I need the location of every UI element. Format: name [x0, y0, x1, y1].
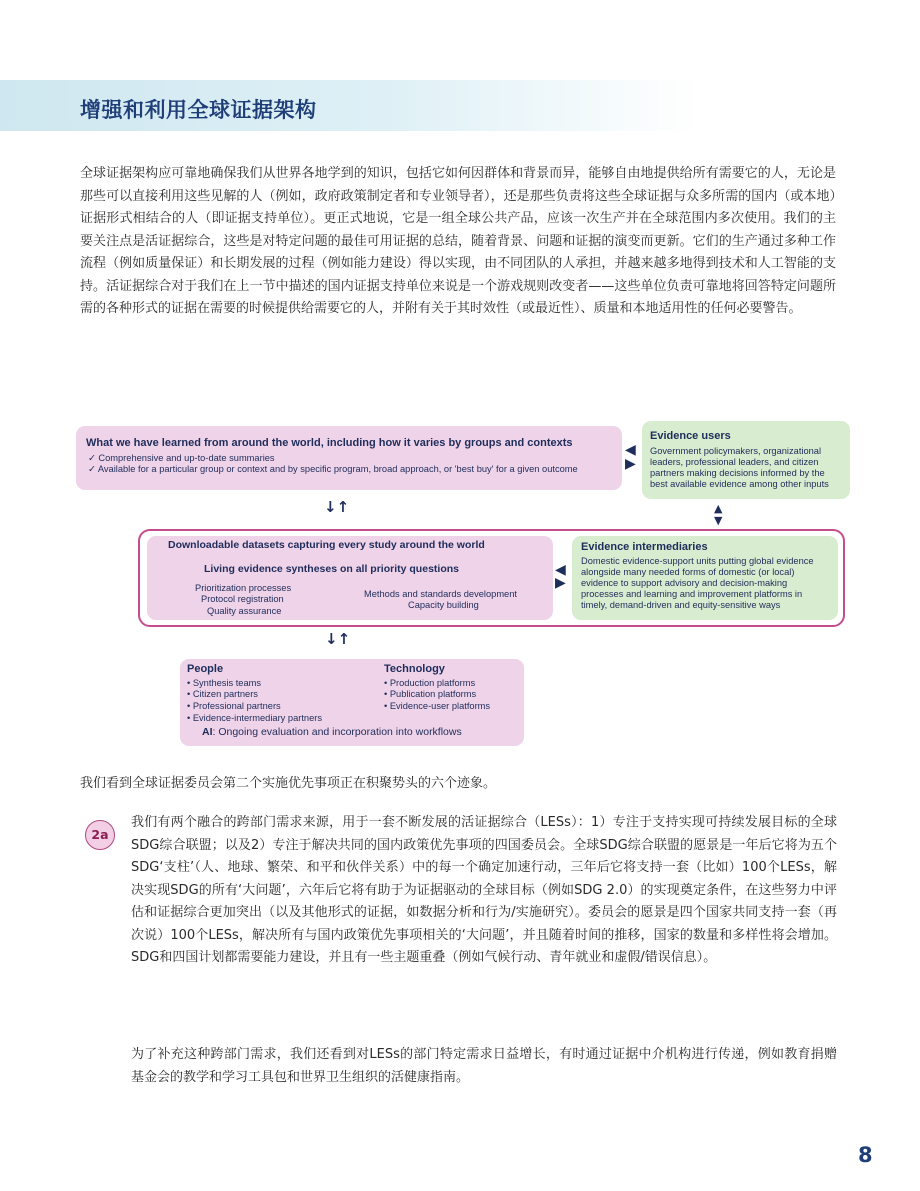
page-number: 8 — [858, 1143, 873, 1167]
process-item: Capacity building — [408, 600, 479, 610]
evidence-intermediaries-box — [572, 536, 838, 620]
arrow-down-icon: ▼ — [714, 514, 723, 527]
process-item: Prioritization processes — [195, 583, 292, 593]
evidence-users-box — [642, 421, 850, 499]
evidence-intermediaries-line: timely, demand-driven and equity-sensitive ways — [581, 600, 781, 610]
core-box — [147, 536, 553, 620]
title-banner — [0, 80, 700, 131]
ai-label: AI — [202, 726, 213, 738]
arrow-left-icon: ◀ — [555, 562, 566, 578]
people-technology-box — [180, 659, 524, 746]
technology-item: • Publication platforms — [384, 689, 477, 699]
learned-title: What we have learned from around the world, including how it varies by groups and contexts — [86, 437, 573, 449]
down-up-arrows-icon: ↓↑ — [324, 498, 350, 516]
learned-item: ✓ Available for a particular group or context and by specific program, broad approach, or 'best buy' for a given outcome — [88, 464, 578, 474]
evidence-users-line: best available evidence among other inputs — [650, 479, 829, 489]
process-item: Protocol registration — [201, 594, 284, 604]
evidence-intermediaries-line: alongside many needed forms of domestic (or local) — [581, 567, 795, 577]
learned-item: ✓ Comprehensive and up-to-date summaries — [88, 453, 275, 463]
technology-title: Technology — [384, 663, 445, 675]
item-2a-paragraph: 我们有两个融合的跨部门需求来源，用于一套不断发展的活证据综合（LESs）：1）专注于支持实现可持续发展目标的全球SDG综合联盟；以及2）专注于解决共同的国内政策优先事项的四国委员会。全球SDG综合联盟的愿景是一年后它将为五个SDG‘支柱’（人、地球、繁荣、和平和伙伴关系）中的每一个确定加速行动，三年后它将支持一套（比如）100个LESs，解决实现SDG的所有‘大问题’，六年后它将有助于为证据驱动的全球目标（例如SDG 2.0）的实现奠定条件，在这些努力中评估和证据综合更加突出（以及其他形式的证据，如数据分析和行为/实施研究）。委员会的愿景是四个国家共同支持一套（再次说）100个LESs，解决所有与国内政策优先事项相关的‘大问题’，并且随着时间的推移，国家的数量和多样性将会增加。SDG和四国计划都需要能力建设，并且有一些主题重叠（例如气候行动、青年就业和虚假/错误信息）。 — [131, 815, 837, 965]
ai-line — [202, 727, 462, 738]
process-item: Quality assurance — [207, 606, 282, 616]
item-2a-followup-paragraph: 为了补充这种跨部门需求，我们还看到对LESs的部门特定需求日益增长，有时通过证据中介机构进行传递，例如教育捐赠基金会的教学和学习工具包和世界卫生组织的活健康指南。 — [131, 1047, 837, 1085]
evidence-intermediaries-title: Evidence intermediaries — [581, 541, 708, 553]
process-item: Methods and standards development — [364, 589, 517, 599]
signs-paragraph: 我们看到全球证据委员会第二个实施优先事项正在积聚势头的六个迹象。 — [80, 776, 497, 791]
down-up-arrows-icon: ↓↑ — [325, 630, 351, 648]
arrow-up-icon: ▲ — [714, 502, 723, 515]
intro-paragraph: 全球证据架构应可靠地确保我们从世界各地学到的知识，包括它如何因群体和背景而异，能够自由地提供给所有需要它的人，无论是那些可以直接利用这些见解的人（例如，政府政策制定者和专业领导者），还是那些负责将这些全球证据与众多所需的国内（或本地）证据形式相结合的人（即证据支持单位）。更正式地说，它是一组全球公共产品，应该一次生产并在全球范围内多次使用。我们的主要关注点是活证据综合，这些是对特定问题的最佳可用证据的总结，随着背景、问题和证据的演变而更新。它们的生产通过多种工作流程（例如质量保证）和长期发展的过程（例如能力建设）得以实现，由不同团队的人承担，并越来越多地得到技术和人工智能的支持。活证据综合对于我们在上一节中描述的国内证据支持单位来说是一个游戏规则改变者——这些单位负责可靠地将回答特定问题所需的各种形式的证据在需要的时候提供给需要它的人，并附有关于其时效性（或最近性）、质量和本地适用性的任何必要警告。 — [80, 166, 836, 316]
arrow-left-icon: ◀ — [625, 442, 636, 458]
evidence-users-line: partners making decisions informed by the — [650, 468, 825, 478]
people-title: People — [187, 663, 224, 675]
people-item: • Citizen partners — [187, 689, 258, 699]
people-item: • Synthesis teams — [187, 678, 262, 688]
evidence-users-line: leaders, professional leaders, and citizen — [650, 457, 819, 467]
evidence-intermediaries-line: evidence to support advisory and decision-making — [581, 578, 788, 588]
item-badge: 2a — [85, 820, 115, 850]
arrow-right-icon: ▶ — [625, 456, 636, 472]
learned-box — [76, 426, 622, 490]
ai-text: : Ongoing evaluation and incorporation into workflows — [212, 726, 462, 738]
datasets-label: Downloadable datasets capturing every study around the world — [168, 539, 485, 551]
evidence-users-title: Evidence users — [650, 430, 731, 442]
people-item: • Professional partners — [187, 701, 281, 711]
technology-item: • Evidence-user platforms — [384, 701, 491, 711]
evidence-users-line: Government policymakers, organizational — [650, 446, 822, 456]
evidence-intermediaries-line: processes and learning and improvement platforms in — [581, 589, 803, 599]
syntheses-label: Living evidence syntheses on all priority questions — [204, 563, 459, 575]
page-title: 增强和利用全球证据架构 — [80, 98, 317, 122]
evidence-intermediaries-line: Domestic evidence-support units putting global evidence — [581, 556, 814, 566]
people-item: • Evidence-intermediary partners — [187, 713, 323, 723]
arrow-right-icon: ▶ — [555, 575, 566, 591]
technology-item: • Production platforms — [384, 678, 476, 688]
